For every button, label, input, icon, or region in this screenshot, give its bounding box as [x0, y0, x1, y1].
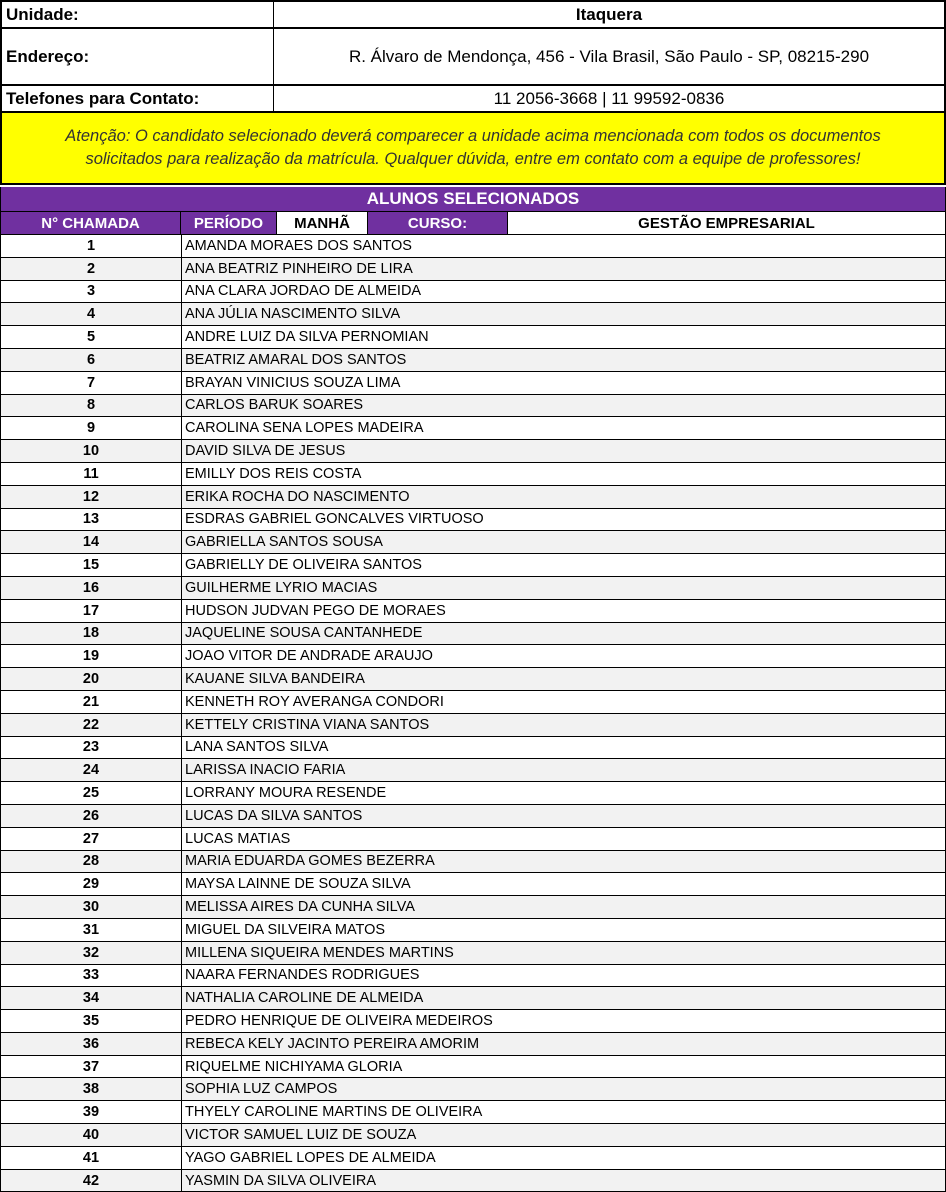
student-name: GUILHERME LYRIO MACIAS [185, 579, 378, 596]
table-row [1, 326, 945, 349]
student-number: 2 [1, 258, 182, 280]
student-name: ANA JÚLIA NASCIMENTO SILVA [185, 306, 401, 323]
address-value: R. Álvaro de Mendonça, 456 - Vila Brasil, São Paulo - SP, 08215-290 [348, 46, 870, 66]
student-name: SOPHIA LUZ CAMPOS [185, 1081, 338, 1098]
student-name: EMILLY DOS REIS COSTA [185, 465, 362, 482]
students-header-row [0, 211, 946, 235]
student-number: 32 [1, 942, 182, 964]
address-row [2, 29, 944, 86]
table-row [1, 737, 945, 760]
student-number: 30 [1, 896, 182, 918]
student-name: ESDRAS GABRIEL GONCALVES VIRTUOSO [185, 511, 484, 528]
table-row [1, 1101, 945, 1124]
student-name: KAUANE SILVA BANDEIRA [185, 671, 365, 688]
table-row [1, 714, 945, 737]
student-name: VICTOR SAMUEL LUIZ DE SOUZA [185, 1126, 417, 1143]
student-number: 28 [1, 851, 182, 873]
table-row [1, 531, 945, 554]
student-name: JAQUELINE SOUSA CANTANHEDE [185, 625, 423, 642]
num-header: N° CHAMADA [0, 212, 180, 234]
student-number: 13 [1, 509, 182, 531]
student-name: ANA CLARA JORDAO DE ALMEIDA [185, 283, 422, 300]
table-row [1, 1056, 945, 1079]
unit-value: Itaquera [575, 4, 643, 24]
student-name: DAVID SILVA DE JESUS [185, 443, 346, 460]
student-name: NATHALIA CAROLINE DE ALMEIDA [185, 990, 424, 1007]
student-name: CAROLINA SENA LOPES MADEIRA [185, 420, 424, 437]
table-row [1, 919, 945, 942]
student-number: 42 [1, 1170, 182, 1192]
student-name: MILLENA SIQUEIRA MENDES MARTINS [185, 944, 454, 961]
student-name: LUCAS DA SILVA SANTOS [185, 807, 363, 824]
notice-line-1: Atenção: O candidato selecionado deverá comparecer a unidade acima mencionada com todos os documentos [65, 127, 881, 145]
student-name: HUDSON JUDVAN PEGO DE MORAES [185, 602, 446, 619]
student-name: MARIA EDUARDA GOMES BEZERRA [185, 853, 435, 870]
student-number: 18 [1, 623, 182, 645]
course-label: CURSO: [368, 212, 508, 234]
table-row [1, 281, 945, 304]
student-name: KENNETH ROY AVERANGA CONDORI [185, 693, 444, 710]
student-number: 27 [1, 828, 182, 850]
students-list [0, 235, 946, 1192]
student-number: 37 [1, 1056, 182, 1078]
table-row [1, 1033, 945, 1056]
student-name: GABRIELLA SANTOS SOUSA [185, 534, 383, 551]
student-number: 11 [1, 463, 182, 485]
student-number: 22 [1, 714, 182, 736]
student-number: 16 [1, 577, 182, 599]
table-row [1, 987, 945, 1010]
table-row [1, 509, 945, 532]
table-row [1, 600, 945, 623]
student-name: BRAYAN VINICIUS SOUZA LIMA [185, 374, 401, 391]
student-name: LANA SANTOS SILVA [185, 739, 329, 756]
table-row [1, 1010, 945, 1033]
student-name: GABRIELLY DE OLIVEIRA SANTOS [185, 557, 422, 574]
table-row [1, 691, 945, 714]
student-name: LORRANY MOURA RESENDE [185, 785, 387, 802]
student-number: 23 [1, 737, 182, 759]
student-name: MELISSA AIRES DA CUNHA SILVA [185, 899, 415, 915]
phone-label: Telefones para Contato: [2, 86, 274, 111]
table-row [1, 554, 945, 577]
student-number: 7 [1, 372, 182, 394]
unit-row [2, 2, 944, 29]
table-row [1, 828, 945, 851]
student-name: CARLOS BARUK SOARES [185, 397, 364, 414]
table-row [1, 303, 945, 326]
table-row [1, 759, 945, 782]
student-number: 31 [1, 919, 182, 941]
phone-row [2, 86, 944, 113]
table-row [1, 235, 945, 258]
notice-line-2: solicitados para realização da matrícula. Qualquer dúvida, entre em contato com a equipe de professores! [85, 150, 861, 168]
table-row [1, 873, 945, 896]
table-row [1, 577, 945, 600]
unit-info-table [0, 0, 946, 113]
student-name: ANDRE LUIZ DA SILVA PERNOMIAN [185, 329, 429, 346]
table-row [1, 258, 945, 281]
student-number: 17 [1, 600, 182, 622]
table-row [1, 486, 945, 509]
course-value: GESTÃO EMPRESARIAL [508, 212, 946, 234]
student-name: NAARA FERNANDES RODRIGUES [185, 967, 420, 984]
student-number: 26 [1, 805, 182, 827]
student-number: 29 [1, 873, 182, 895]
student-name: PEDRO HENRIQUE DE OLIVEIRA MEDEIROS [185, 1012, 493, 1029]
student-number: 12 [1, 486, 182, 508]
table-row [1, 417, 945, 440]
student-name: JOAO VITOR DE ANDRADE ARAUJO [185, 648, 433, 665]
student-name: ERIKA ROCHA DO NASCIMENTO [185, 488, 410, 505]
table-row [1, 440, 945, 463]
student-number: 34 [1, 987, 182, 1009]
student-name: AMANDA MORAES DOS SANTOS [185, 237, 412, 254]
student-number: 10 [1, 440, 182, 462]
table-row [1, 896, 945, 919]
student-number: 5 [1, 326, 182, 348]
student-number: 41 [1, 1147, 182, 1169]
address-label: Endereço: [2, 29, 274, 84]
student-name: LUCAS MATIAS [185, 830, 291, 847]
table-row [1, 623, 945, 646]
student-number: 6 [1, 349, 182, 371]
table-row [1, 782, 945, 805]
student-name: RIQUELME NICHIYAMA GLORIA [185, 1058, 403, 1075]
table-row [1, 1124, 945, 1147]
table-row [1, 1078, 945, 1101]
table-row [1, 349, 945, 372]
student-name: MIGUEL DA SILVEIRA MATOS [185, 921, 386, 938]
period-label: PERÍODO [180, 212, 276, 234]
table-row [1, 1170, 945, 1192]
student-number: 15 [1, 554, 182, 576]
student-number: 3 [1, 281, 182, 303]
student-number: 9 [1, 417, 182, 439]
student-number: 24 [1, 759, 182, 781]
student-name: KETTELY CRISTINA VIANA SANTOS [185, 716, 430, 733]
student-name: LARISSA INACIO FARIA [185, 762, 346, 779]
student-number: 20 [1, 668, 182, 690]
student-number: 1 [1, 235, 182, 257]
student-number: 4 [1, 303, 182, 325]
student-number: 8 [1, 395, 182, 417]
student-number: 39 [1, 1101, 182, 1123]
student-number: 35 [1, 1010, 182, 1032]
student-number: 36 [1, 1033, 182, 1055]
table-row [1, 645, 945, 668]
student-name: MAYSA LAINNE DE SOUZA SILVA [185, 876, 411, 893]
student-name: REBECA KELY JACINTO PEREIRA AMORIM [185, 1035, 480, 1052]
student-number: 21 [1, 691, 182, 713]
student-name: ANA BEATRIZ PINHEIRO DE LIRA [185, 260, 413, 277]
phone-value: 11 2056-3668 | 11 99592-0836 [493, 88, 725, 108]
table-row [1, 851, 945, 874]
student-number: 38 [1, 1078, 182, 1100]
student-number: 14 [1, 531, 182, 553]
student-name: THYELY CAROLINE MARTINS DE OLIVEIRA [185, 1104, 483, 1121]
attention-notice [0, 113, 946, 185]
table-row [1, 1147, 945, 1170]
period-value: MANHÃ [276, 212, 368, 234]
student-number: 33 [1, 965, 182, 987]
student-number: 19 [1, 645, 182, 667]
students-section-title: ALUNOS SELECIONADOS [0, 187, 946, 211]
table-row [1, 395, 945, 418]
student-number: 25 [1, 782, 182, 804]
table-row [1, 942, 945, 965]
unit-label: Unidade: [2, 2, 274, 27]
student-name: YAGO GABRIEL LOPES DE ALMEIDA [185, 1149, 436, 1166]
student-name: YASMIN DA SILVA OLIVEIRA [185, 1172, 376, 1189]
table-row [1, 668, 945, 691]
table-row [1, 372, 945, 395]
table-row [1, 965, 945, 988]
table-row [1, 805, 945, 828]
student-name: BEATRIZ AMARAL DOS SANTOS [185, 351, 407, 368]
student-number: 40 [1, 1124, 182, 1146]
table-row [1, 463, 945, 486]
